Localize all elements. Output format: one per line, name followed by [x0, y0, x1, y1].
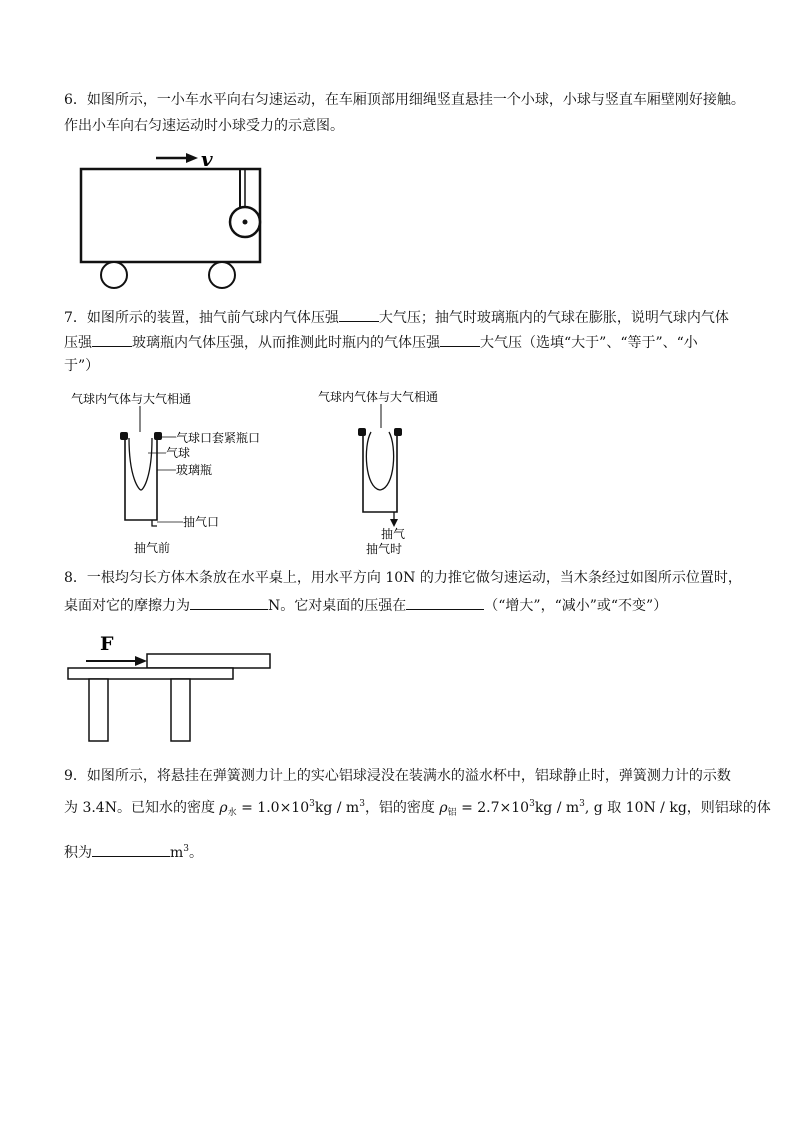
velocity-label: v: [201, 147, 213, 171]
q8-text-line2: [64, 594, 667, 616]
q8-blank-2[interactable]: [406, 594, 484, 610]
force-arrow-head: [135, 656, 147, 666]
force-label: F: [100, 633, 114, 655]
q9-line2-mid: ，铝的密度: [364, 800, 435, 816]
q6-text-line2: 作出小车向右匀速运动时小球受力的示意图。: [64, 118, 344, 134]
q9-text-line2: [64, 798, 771, 818]
table-leg-left: [89, 679, 108, 741]
q7-line2-b: 玻璃瓶内气体压强，从而推测此时瓶内的气体压强: [132, 335, 440, 351]
q7-right-balloon: [366, 432, 393, 490]
q7-text-line3: 于”）: [64, 358, 100, 374]
ball: [230, 207, 260, 237]
q7-right-caption: 抽气时: [366, 542, 403, 556]
q7-left-bottle: [125, 436, 157, 520]
q9-text-line1: 9．如图所示，将悬挂在弹簧测力计上的实心铝球浸没在装满水的溢水杯中，铝球静止时，弹簧测力计的示数: [64, 768, 731, 784]
q7-left-caption: 抽气前: [134, 541, 171, 555]
rho-water-subscript: 水: [227, 808, 237, 818]
q8-line2-b: N。它对桌面的压强在: [268, 598, 407, 614]
q9-unit-exp: 3: [183, 844, 190, 854]
q7-text-line2: [64, 331, 698, 353]
cart-body: [81, 169, 260, 262]
q7-line1-a: 7．如图所示的装置，抽气前气球内气体压强: [64, 310, 339, 326]
q9-line3-end: 。: [189, 845, 204, 861]
q7-left-label-mouth: 气球口套紧瓶口: [176, 431, 261, 445]
q7-left-mouth-cap-l: [120, 432, 128, 440]
q9-line3-a: 积为: [64, 845, 92, 861]
cart-wheel-left: [101, 262, 127, 288]
q7-blank-2[interactable]: [92, 331, 132, 347]
q7-left-label-bottle: 玻璃瓶: [176, 463, 213, 477]
rho-al-unit: kg / m: [534, 800, 580, 816]
q8-line2-a: 桌面对它的摩擦力为: [64, 598, 190, 614]
q7-line2-c: 大气压（选填“大于”、“等于”、“小: [480, 335, 698, 351]
g-value: , g 取 10N / kg: [584, 800, 687, 816]
q7-text-line1: [64, 306, 729, 328]
rho-al-symbol: ρ: [439, 800, 448, 816]
cart-wheel-right: [209, 262, 235, 288]
q7-left-label-outlet: 抽气口: [183, 515, 220, 529]
rho-al-exp: 3: [529, 799, 535, 809]
velocity-arrow-head: [186, 153, 198, 163]
rho-al-value: = 2.7×10: [461, 800, 530, 816]
q8-blank-1[interactable]: [190, 594, 268, 610]
q7-line2-a: 压强: [64, 335, 92, 351]
q8-text-line1: 8．一根均匀长方体木条放在水平桌上，用水平方向 10N 的力推它做匀速运动，当木条经过如图所示位置时，: [64, 570, 742, 586]
q9-unit: m: [170, 845, 184, 861]
rho-water-value: = 1.0×10: [241, 800, 310, 816]
q7-left-balloon: [129, 438, 152, 490]
rho-water-exp: 3: [309, 799, 315, 809]
ball-center: [243, 220, 248, 225]
table-leg-right: [171, 679, 190, 741]
q9-line2-end: ，则铝球的体: [686, 800, 771, 816]
q7-blank-3[interactable]: [440, 331, 480, 347]
q7-right-bottle: [363, 432, 397, 512]
q7-left-top-label: 气球内气体与大气相通: [71, 392, 192, 406]
q9-line2-a: 为 3.4N。已知水的密度: [64, 800, 215, 816]
q7-right-top-label: 气球内气体与大气相通: [318, 390, 439, 404]
rho-water-unit: kg / m: [314, 800, 360, 816]
q7-blank-1[interactable]: [339, 306, 379, 322]
table-top: [68, 668, 233, 679]
q7-right-mouth-cap-l: [358, 428, 366, 436]
rho-water-symbol: ρ: [219, 800, 228, 816]
q7-right-label-pump: 抽气: [381, 527, 406, 541]
rho-al-subscript: 铝: [447, 808, 457, 818]
q6-text-line1: 6．如图所示，一小车水平向右匀速运动，在车厢顶部用细绳竖直悬挂一个小球，小球与竖直车厢壁刚好接触。: [64, 92, 745, 108]
q9-blank-1[interactable]: [92, 841, 170, 857]
q7-left-outlet: [152, 520, 157, 526]
q8-line2-c: （“增大”，“减小”或“不变”）: [484, 598, 668, 614]
q7-right-pump-arrow: [390, 519, 398, 527]
rho-water-unit-exp: 3: [359, 799, 365, 809]
q9-text-line3: [64, 841, 203, 863]
q7-left-label-balloon: 气球: [166, 446, 191, 460]
q7-left-mouth-cap-r: [154, 432, 162, 440]
q7-line1-b: 大气压；抽气时玻璃瓶内的气球在膨胀，说明气球内气体: [378, 310, 729, 326]
rho-al-unit-exp: 3: [579, 799, 585, 809]
wood-bar: [147, 654, 270, 668]
q7-right-mouth-cap-r: [394, 428, 402, 436]
